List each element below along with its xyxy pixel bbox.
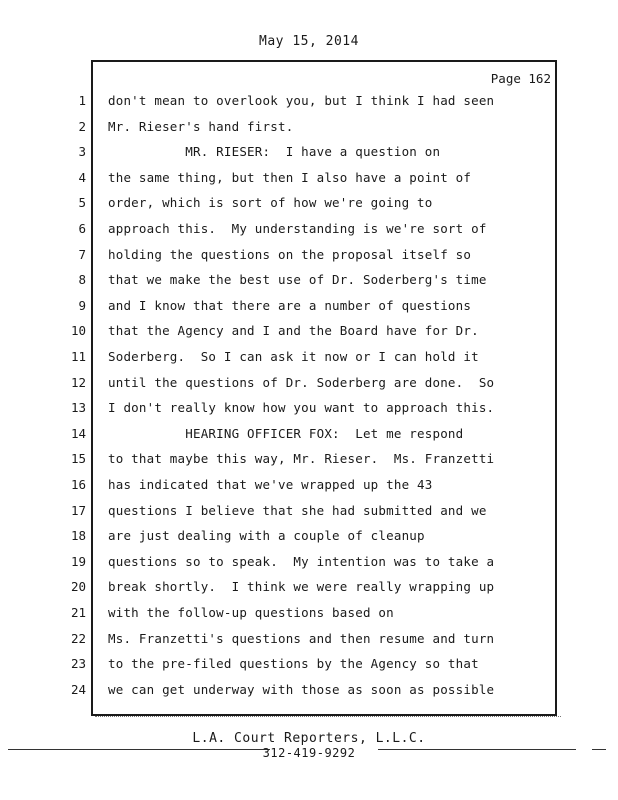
line-text: MR. RIESER: I have a question on <box>108 144 441 159</box>
line-number: 23 <box>70 656 86 671</box>
line-text: questions so to speak. My intention was to take a <box>108 554 495 569</box>
line-number: 8 <box>78 272 86 287</box>
line-number: 12 <box>70 375 86 390</box>
line-text: don't mean to overlook you, but I think I had seen <box>108 93 495 108</box>
line-number: 21 <box>70 605 86 620</box>
line-text: to the pre-filed questions by the Agency so that <box>108 656 479 671</box>
line-text: HEARING OFFICER FOX: Let me respond <box>108 426 464 441</box>
frame-bottom-shadow <box>95 716 561 721</box>
footer-phone: 312-419-9292 <box>262 746 356 760</box>
header-date: May 15, 2014 <box>259 34 359 49</box>
line-text: questions I believe that she had submitted and we <box>108 503 487 518</box>
page-number: Page 162 <box>490 71 551 86</box>
line-text: approach this. My understanding is we're sort of <box>108 221 487 236</box>
line-number: 2 <box>78 119 86 134</box>
line-number: 1 <box>78 93 86 108</box>
line-number: 22 <box>70 631 86 646</box>
line-number: 6 <box>78 221 86 236</box>
line-text: we can get underway with those as soon as possible <box>108 682 495 697</box>
line-text: holding the questions on the proposal itself so <box>108 247 472 262</box>
line-number: 15 <box>70 451 86 466</box>
line-text: to that maybe this way, Mr. Rieser. Ms. Franzetti <box>108 451 495 466</box>
line-number: 4 <box>78 170 86 185</box>
line-number: 16 <box>70 477 86 492</box>
line-number: 11 <box>70 349 86 364</box>
line-number: 24 <box>70 682 86 697</box>
line-number: 20 <box>70 579 86 594</box>
line-text: has indicated that we've wrapped up the 43 <box>108 477 433 492</box>
line-text: break shortly. I think we were really wrapping up <box>108 579 495 594</box>
line-text: Soderberg. So I can ask it now or I can hold it <box>108 349 479 364</box>
line-number: 18 <box>70 528 86 543</box>
line-text: that the Agency and I and the Board have for Dr. <box>108 323 479 338</box>
line-number: 3 <box>78 144 86 159</box>
line-number: 17 <box>70 503 86 518</box>
line-number: 19 <box>70 554 86 569</box>
line-text: order, which is sort of how we're going to <box>108 195 433 210</box>
line-text: Ms. Franzetti's questions and then resume and turn <box>108 631 495 646</box>
line-number: 13 <box>70 400 86 415</box>
line-text: are just dealing with a couple of cleanup <box>108 528 425 543</box>
line-number: 14 <box>70 426 86 441</box>
line-number: 5 <box>78 195 86 210</box>
line-text: and I know that there are a number of questions <box>108 298 472 313</box>
line-text: until the questions of Dr. Soderberg are done. So <box>108 375 495 390</box>
line-number: 7 <box>78 247 86 262</box>
footer-company: L.A. Court Reporters, L.L.C. <box>192 731 426 746</box>
line-text: Mr. Rieser's hand first. <box>108 119 294 134</box>
line-text: the same thing, but then I also have a point of <box>108 170 472 185</box>
line-text: with the follow-up questions based on <box>108 605 394 620</box>
line-number: 10 <box>70 323 86 338</box>
line-text: that we make the best use of Dr. Soderberg's time <box>108 272 487 287</box>
line-number: 9 <box>78 298 86 313</box>
line-text: I don't really know how you want to approach this. <box>108 400 495 415</box>
